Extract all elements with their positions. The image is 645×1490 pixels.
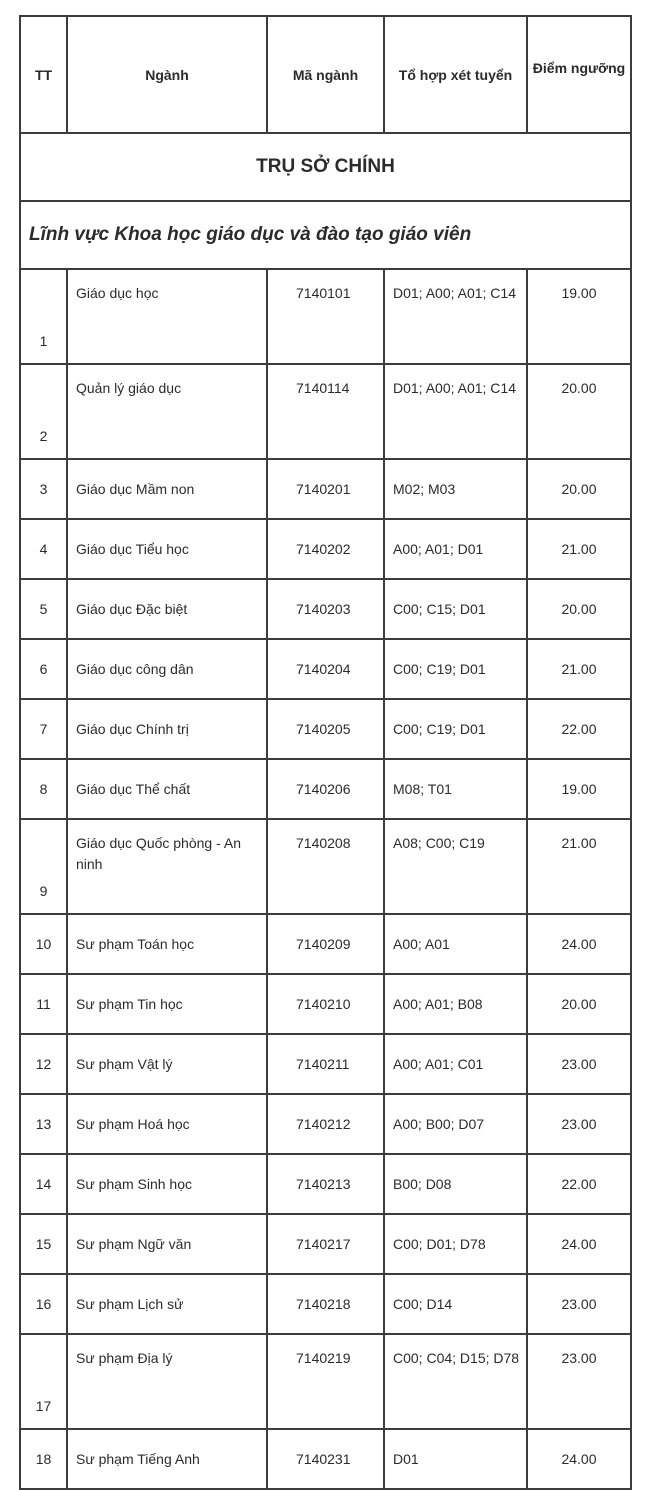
table-row	[20, 579, 631, 639]
subject-combination: A00; A01; D01	[384, 519, 527, 579]
table-row	[20, 1214, 631, 1274]
major-code: 7140219	[267, 1334, 384, 1429]
major-code: 7140206	[267, 759, 384, 819]
major-name: Sư phạm Sinh học	[67, 1154, 267, 1214]
table-row	[20, 459, 631, 519]
subject-combination: D01; A00; A01; C14	[384, 269, 527, 364]
threshold-score: 20.00	[527, 579, 631, 639]
subject-combination: D01	[384, 1429, 527, 1489]
header-score	[527, 16, 631, 133]
major-code: 7140204	[267, 639, 384, 699]
table-row	[20, 1154, 631, 1214]
threshold-score: 22.00	[527, 699, 631, 759]
row-number: 12	[20, 1034, 67, 1094]
subject-combination: C00; D01; D78	[384, 1214, 527, 1274]
row-number: 4	[20, 519, 67, 579]
subject-combination: M02; M03	[384, 459, 527, 519]
major-name: Giáo dục Quốc phòng - An ninh	[67, 819, 267, 914]
table-row	[20, 639, 631, 699]
table-row	[20, 1334, 631, 1429]
row-number: 6	[20, 639, 67, 699]
major-code: 7140212	[267, 1094, 384, 1154]
major-name: Sư phạm Tin học	[67, 974, 267, 1034]
major-name: Sư phạm Lịch sử	[67, 1274, 267, 1334]
major-name: Sư phạm Toán học	[67, 914, 267, 974]
major-name: Sư phạm Tiếng Anh	[67, 1429, 267, 1489]
major-name: Giáo dục Đặc biệt	[67, 579, 267, 639]
subject-combination: A00; A01	[384, 914, 527, 974]
threshold-score: 23.00	[527, 1034, 631, 1094]
table-row	[20, 1274, 631, 1334]
row-number: 2	[20, 364, 67, 459]
threshold-score: 22.00	[527, 1154, 631, 1214]
major-name: Sư phạm Vật lý	[67, 1034, 267, 1094]
table-row	[20, 1429, 631, 1489]
table-row	[20, 974, 631, 1034]
row-number: 1	[20, 269, 67, 364]
threshold-score: 24.00	[527, 1429, 631, 1489]
threshold-score: 20.00	[527, 974, 631, 1034]
major-code: 7140209	[267, 914, 384, 974]
subject-combination: C00; D14	[384, 1274, 527, 1334]
major-code: 7140211	[267, 1034, 384, 1094]
table-row	[20, 364, 631, 459]
row-number: 13	[20, 1094, 67, 1154]
row-number: 3	[20, 459, 67, 519]
row-number: 14	[20, 1154, 67, 1214]
subject-combination: M08; T01	[384, 759, 527, 819]
major-name: Giáo dục công dân	[67, 639, 267, 699]
table-row	[20, 914, 631, 974]
row-number: 10	[20, 914, 67, 974]
row-number: 9	[20, 819, 67, 914]
threshold-score: 21.00	[527, 639, 631, 699]
subject-combination: D01; A00; A01; C14	[384, 364, 527, 459]
header-code: Mã ngành	[267, 16, 384, 133]
table-row	[20, 1034, 631, 1094]
row-number: 15	[20, 1214, 67, 1274]
major-code: 7140101	[267, 269, 384, 364]
admission-score-table	[19, 15, 632, 1490]
major-name: Giáo dục Thể chất	[67, 759, 267, 819]
major-code: 7140213	[267, 1154, 384, 1214]
threshold-score: 20.00	[527, 364, 631, 459]
major-code: 7140205	[267, 699, 384, 759]
field-title: Lĩnh vực Khoa học giáo dục và đào tạo giáo viên	[20, 201, 631, 269]
major-name: Giáo dục Tiểu học	[67, 519, 267, 579]
major-name: Quản lý giáo dục	[67, 364, 267, 459]
field-row	[20, 201, 631, 269]
header-combination: Tổ hợp xét tuyển	[384, 16, 527, 133]
major-code: 7140210	[267, 974, 384, 1034]
threshold-score: 21.00	[527, 519, 631, 579]
header-score-label: Điểm ngưỡng	[532, 59, 626, 76]
threshold-score: 24.00	[527, 914, 631, 974]
row-number: 16	[20, 1274, 67, 1334]
major-name: Sư phạm Hoá học	[67, 1094, 267, 1154]
row-number: 11	[20, 974, 67, 1034]
table-header-row	[20, 16, 631, 133]
major-code: 7140217	[267, 1214, 384, 1274]
major-code: 7140202	[267, 519, 384, 579]
threshold-score: 23.00	[527, 1274, 631, 1334]
threshold-score: 19.00	[527, 269, 631, 364]
major-code: 7140114	[267, 364, 384, 459]
row-number: 17	[20, 1334, 67, 1429]
subject-combination: C00; C19; D01	[384, 699, 527, 759]
table-row	[20, 269, 631, 364]
major-name: Sư phạm Ngữ văn	[67, 1214, 267, 1274]
subject-combination: B00; D08	[384, 1154, 527, 1214]
threshold-score: 24.00	[527, 1214, 631, 1274]
major-name: Giáo dục học	[67, 269, 267, 364]
header-tt: TT	[20, 16, 67, 133]
major-code: 7140201	[267, 459, 384, 519]
major-name: Giáo dục Chính trị	[67, 699, 267, 759]
section-row	[20, 133, 631, 201]
subject-combination: A00; A01; B08	[384, 974, 527, 1034]
threshold-score: 19.00	[527, 759, 631, 819]
major-name: Giáo dục Mầm non	[67, 459, 267, 519]
major-code: 7140218	[267, 1274, 384, 1334]
table-row	[20, 519, 631, 579]
subject-combination: C00; C15; D01	[384, 579, 527, 639]
row-number: 5	[20, 579, 67, 639]
header-major: Ngành	[67, 16, 267, 133]
table-row	[20, 699, 631, 759]
subject-combination: C00; C19; D01	[384, 639, 527, 699]
major-code: 7140203	[267, 579, 384, 639]
table-row	[20, 1094, 631, 1154]
major-code: 7140208	[267, 819, 384, 914]
threshold-score: 21.00	[527, 819, 631, 914]
threshold-score: 20.00	[527, 459, 631, 519]
subject-combination: A00; A01; C01	[384, 1034, 527, 1094]
threshold-score: 23.00	[527, 1094, 631, 1154]
major-code: 7140231	[267, 1429, 384, 1489]
row-number: 8	[20, 759, 67, 819]
row-number: 7	[20, 699, 67, 759]
section-title: TRỤ SỞ CHÍNH	[20, 133, 631, 201]
row-number: 18	[20, 1429, 67, 1489]
major-name: Sư phạm Địa lý	[67, 1334, 267, 1429]
subject-combination: C00; C04; D15; D78	[384, 1334, 527, 1429]
table-row	[20, 819, 631, 914]
threshold-score: 23.00	[527, 1334, 631, 1429]
table-row	[20, 759, 631, 819]
subject-combination: A08; C00; C19	[384, 819, 527, 914]
subject-combination: A00; B00; D07	[384, 1094, 527, 1154]
